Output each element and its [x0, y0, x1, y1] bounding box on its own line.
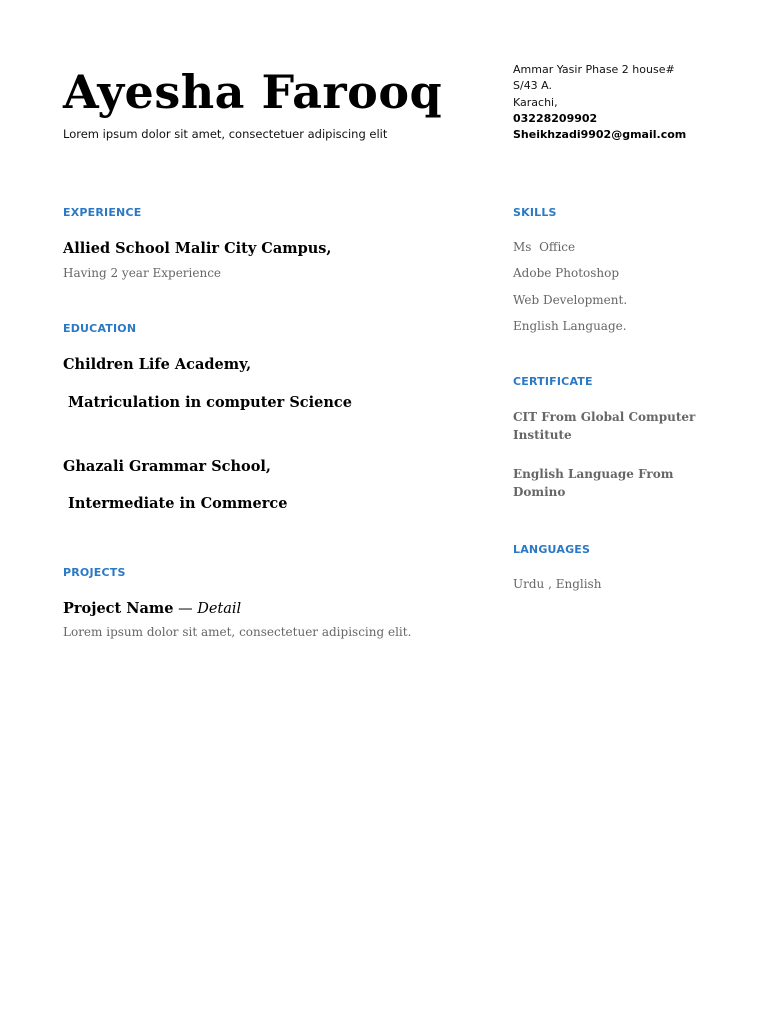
languages-text: Urdu , English	[513, 577, 602, 591]
certificate-heading: CERTIFICATE	[513, 375, 593, 388]
certificate-item	[513, 409, 696, 444]
skill-item: Ms Office	[513, 240, 576, 254]
skill-item: Web Development.	[513, 293, 628, 307]
certificate-line: English Language From	[513, 467, 674, 481]
skills-heading: SKILLS	[513, 206, 557, 219]
education-degree-2: Intermediate in Commerce	[63, 495, 288, 512]
certificate-item	[513, 466, 688, 501]
project-name: Project Name	[63, 600, 174, 617]
education-school-1: Children Life Academy,	[63, 356, 252, 373]
project-title	[63, 599, 241, 619]
experience-heading: EXPERIENCE	[63, 206, 142, 219]
address-line-3: Karachi,	[513, 95, 558, 109]
education-degree-1: Matriculation in computer Science	[63, 394, 352, 411]
address-line-2: S/43 A.	[513, 79, 553, 93]
tagline: Lorem ipsum dolor sit amet, consectetuer adipiscing elit	[63, 127, 388, 141]
education-heading: EDUCATION	[63, 322, 137, 335]
certificate-line: Institute	[513, 427, 572, 442]
education-school-2: Ghazali Grammar School,	[63, 458, 271, 475]
project-detail: Detail	[197, 601, 242, 617]
candidate-name: Ayesha Farooq	[63, 65, 443, 119]
project-separator: —	[173, 601, 198, 617]
contact-info	[513, 62, 713, 143]
certificate-line: Domino	[513, 484, 566, 499]
skill-item: English Language.	[513, 319, 627, 333]
email-address: Sheikhzadi9902@gmail.com	[513, 128, 687, 142]
experience-description: Having 2 year Experience	[63, 266, 222, 280]
address-line-1: Ammar Yasir Phase 2 house#	[513, 63, 675, 76]
projects-heading: PROJECTS	[63, 566, 126, 579]
skill-item: Adobe Photoshop	[513, 266, 620, 280]
languages-heading: LANGUAGES	[513, 543, 591, 556]
certificate-line: CIT From Global Computer	[513, 410, 696, 424]
experience-title: Allied School Malir City Campus,	[63, 240, 332, 257]
phone-number: 03228209902	[513, 111, 598, 125]
project-description: Lorem ipsum dolor sit amet, consectetuer adipiscing elit.	[63, 625, 412, 639]
